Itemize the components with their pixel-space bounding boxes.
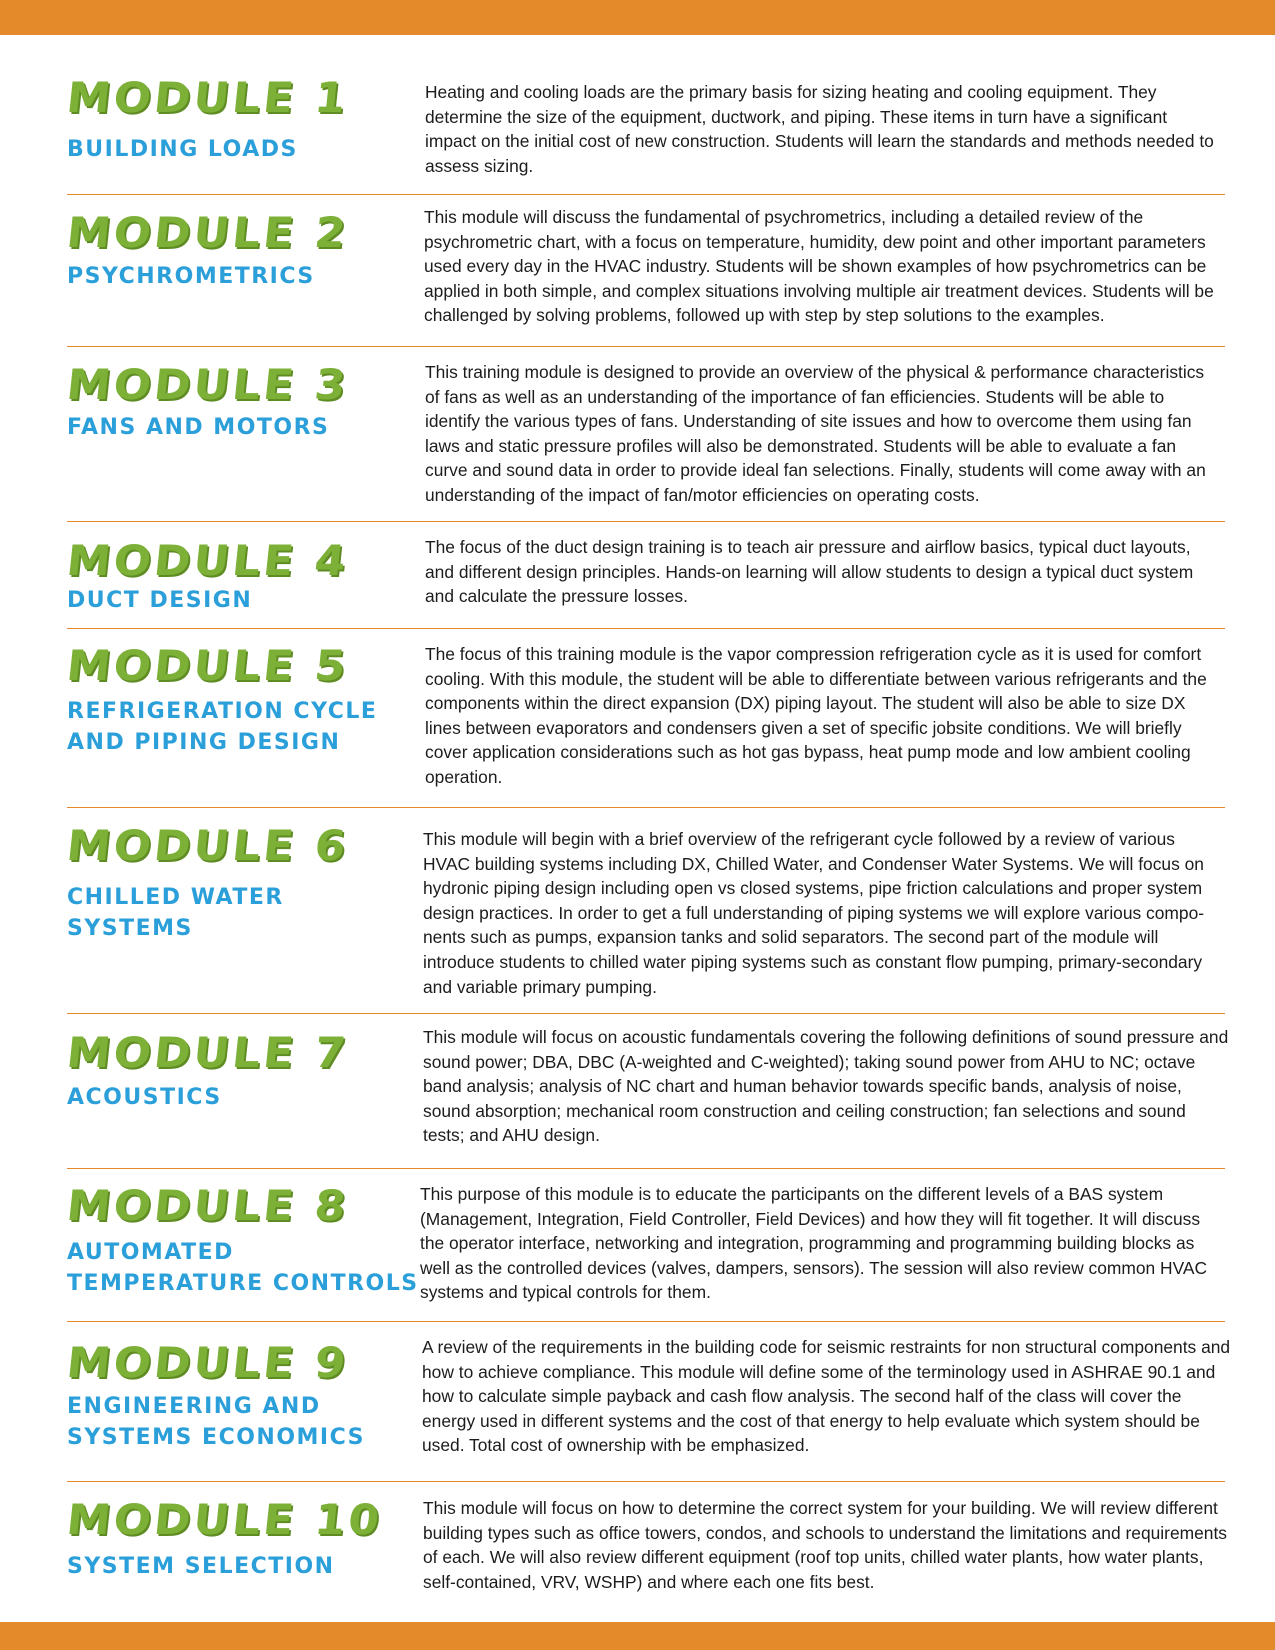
module-description: This module will begin with a brief overview of the refrigerant cycle followed by a review of various HVAC building systems including DX, Chilled Water, and Condenser Water Systems. We will focus on hydronic piping design including open vs closed systems, pipe friction calculations and proper system design practices. In order to get a full understanding of piping systems we will explore various compo-nents such as pumps, expansion tanks and solid separators. The second part of the module will introduce students to chilled water piping systems such as constant flow pumping, primary-secondary and variable primary pumping. [423,829,1205,997]
module-10 [64,1494,1227,1604]
separator-line [67,807,1225,808]
module-title: MODULE 2 [64,209,351,258]
module-title: MODULE 3 [64,361,351,410]
module-description: This module will focus on acoustic fundamentals covering the following definitions of sound pressure and sound power; DBA, DBC (A-weighted and C-weighted); taking sound power from AHU to NC; octave band analysis; analysis of NC chart and human behavior towards specific bands, analysis of noise, sound absorption; mechanical room construction and ceiling construction; fan selections and sound tests; and AHU design. [423,1027,1229,1146]
module-subtitle: SYSTEM SELECTION [67,1554,335,1579]
module-description: A review of the requirements in the building code for seismic restraints for non structural components and how to achieve compliance. This module will define some of the terminology used in ASHRAE 90.1 and how to calculate simple payback and cash flow analysis. The second half of the class will cover the energy used in different systems and the cost of that energy to help evaluate which system should be used. Total cost of ownership with be emphasized. [422,1337,1231,1456]
separator-line [67,1013,1225,1014]
module-9 [64,1333,1231,1482]
module-subtitle: CHILLED WATER SYSTEMS [67,885,284,941]
separator-line [67,628,1225,629]
module-3 [64,357,1225,522]
module-title: MODULE 10 [64,1496,385,1545]
module-description: This module will focus on how to determine the correct system for your building. We will review different building types such as office towers, condos, and schools to understand the limitations and requirements of each. We will also review different equipment (roof top units, chilled water plants, how water plants, self-contained, VRV, WSHP) and where each one fits best. [423,1498,1227,1592]
module-subtitle: AUTOMATED TEMPERATURE CONTROLS [67,1240,419,1296]
module-1 [64,74,1225,195]
separator-line [67,1481,1225,1482]
bottom-accent-bar [0,1622,1275,1650]
separator-line [67,1321,1225,1322]
module-subtitle: DUCT DESIGN [67,588,253,613]
module-title: MODULE 1 [64,74,351,123]
module-description: This purpose of this module is to educate the participants on the different levels of a BAS system (Management, Integration, Field Controller, Field Devices) and how they will fit together. It will discuss the operator interface, networking and integration, programming and programming building blocks as well as the controlled devices (valves, dampers, sensors). The session will also review common HVAC systems and typical controls for them. [420,1184,1208,1303]
module-title: MODULE 9 [64,1339,351,1388]
separator-line [67,194,1225,195]
module-subtitle: BUILDING LOADS [67,137,298,162]
module-subtitle: ACOUSTICS [67,1085,222,1110]
module-description: This module will discuss the fundamental of psychrometrics, including a detailed review of the psychrometric chart, with a focus on temperature, humidity, dew point and other important parameters used every day in the HVAC industry. Students will be shown examples of how psychrometrics can be applied in both simple, and complex situations involving multiple air treatment devices. Students will be challenged by solving problems, followed up with step by step solutions to the examples. [424,207,1214,326]
module-description: This training module is designed to provide an overview of the physical & performance characteristics of fans as well as an understanding of the importance of fan efficiencies. Students will be able to identify the various types of fans. Understanding of site issues and how to overcome them using fan laws and static pressure profiles will also be demonstrated. Students will be able to evaluate a fan curve and sound data in order to provide ideal fan selections. Finally, students will come away with an understanding of the impact of fan/motor efficiencies on operating costs. [425,362,1206,505]
module-subtitle: REFRIGERATION CYCLE AND PIPING DESIGN [67,699,378,755]
module-description: The focus of this training module is the vapor compression refrigeration cycle as it is used for comfort cooling. With this module, the student will be able to differentiate between various refrigerants and the components within the direct expansion (DX) piping layout. The student will also be able to size DX lines between evaporators and condensers given a set of specific jobsite conditions. We will briefly cover application considerations such as hot gas bypass, heat pump mode and low ambient cooling operation. [425,644,1207,787]
module-5 [64,640,1225,808]
module-title: MODULE 6 [64,822,351,871]
module-description: The focus of the duct design training is to teach air pressure and airflow basics, typical duct layouts, and different design principles. Hands-on learning will allow students to design a typical duct system and calculate the pressure losses. [425,537,1194,607]
module-subtitle: FANS AND MOTORS [67,415,330,440]
module-subtitle: PSYCHROMETRICS [67,264,315,289]
module-title: MODULE 4 [64,537,351,586]
module-6 [64,822,1225,1014]
top-accent-bar [0,0,1275,35]
separator-line [67,521,1225,522]
module-title: MODULE 7 [64,1029,351,1078]
module-8 [64,1180,1225,1322]
module-7 [64,1025,1229,1169]
module-subtitle: ENGINEERING AND SYSTEMS ECONOMICS [67,1394,366,1450]
module-title: MODULE 5 [64,642,351,691]
module-description: Heating and cooling loads are the primary basis for sizing heating and cooling equipment. They determine the size of the equipment, ductwork, and piping. These items in turn have a significant impact on the initial cost of new construction. Students will learn the standards and methods needed to assess sizing. [425,82,1214,176]
module-4 [64,533,1225,629]
separator-line [67,346,1225,347]
module-2 [64,205,1225,347]
separator-line [67,1168,1225,1169]
module-title: MODULE 8 [64,1182,351,1231]
